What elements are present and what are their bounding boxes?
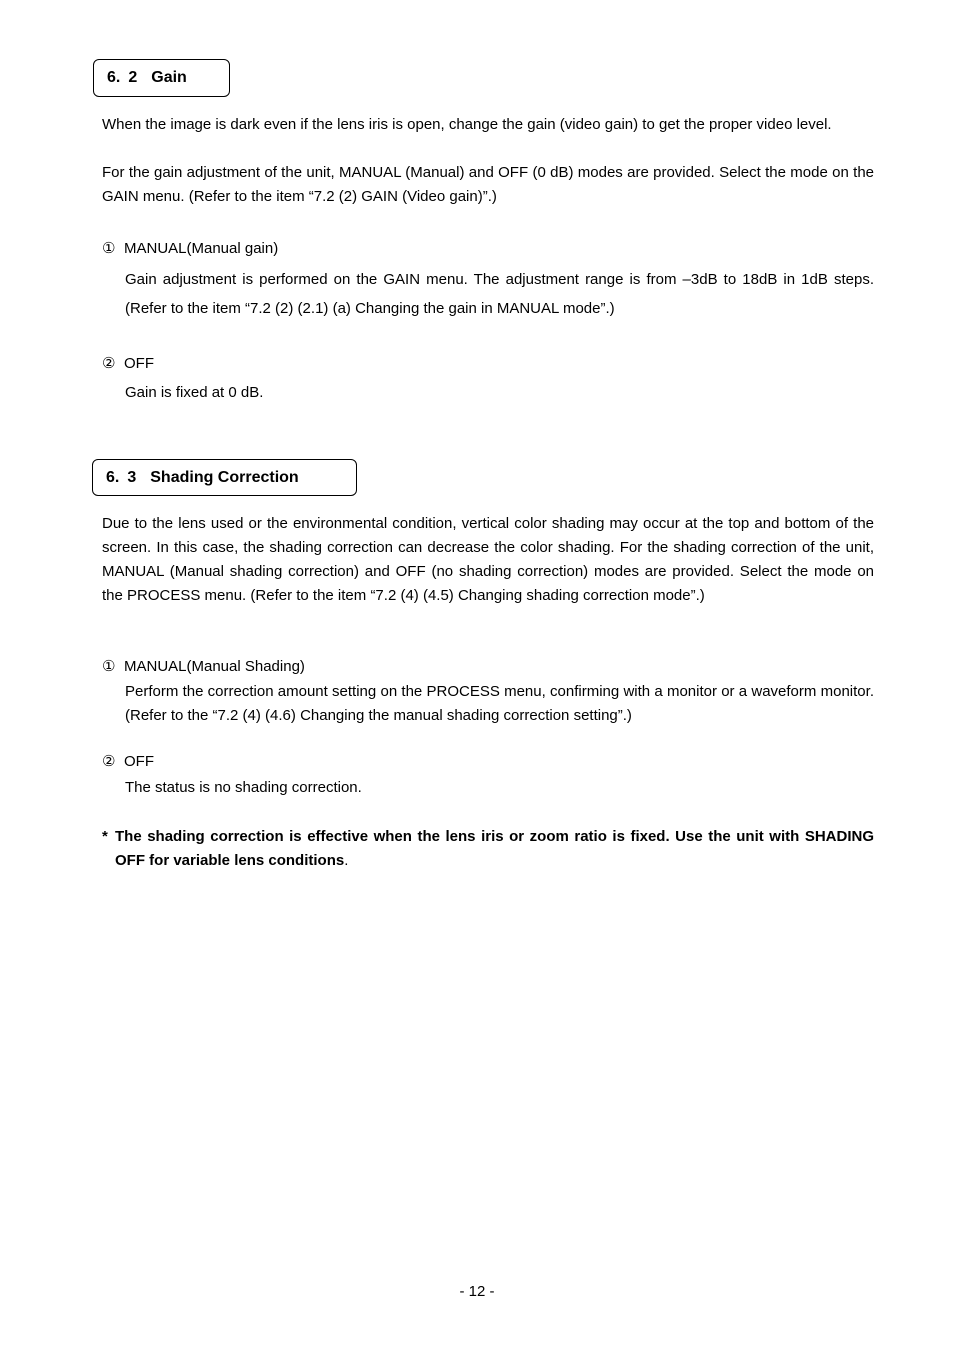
section-title: Shading Correction (150, 469, 299, 486)
section-subnumber: 2 (128, 69, 138, 86)
gain-item-off-body: Gain is fixed at 0 dB. (125, 384, 264, 401)
shading-item-off-heading (102, 751, 154, 773)
note-asterisk: * (102, 828, 108, 845)
section-heading-gain (93, 59, 230, 97)
shading-item-manual-body: Perform the correction amount setting on the PROCESS menu, confirming with a monitor or a waveform monitor. (Refer to the “7.2 (4) (4.6) Changing the manual shading correction setting”.) (125, 683, 874, 724)
section-subnumber: 3 (127, 469, 137, 486)
item-label: MANUAL(Manual gain) (124, 240, 279, 257)
section-number: 6. (106, 469, 120, 486)
circled-two-marker: ② (102, 753, 116, 770)
gain-paragraph-1: When the image is dark even if the lens iris is open, change the gain (video gain) to get the proper video level. (102, 116, 832, 133)
circled-one-marker: ① (102, 658, 116, 675)
item-label: OFF (124, 355, 154, 372)
note-text (115, 825, 874, 873)
note-period: . (344, 852, 349, 869)
section-number: 6. (107, 69, 121, 86)
shading-paragraph-1: Due to the lens used or the environmental condition, vertical color shading may occur at the top and bottom of the screen. In this case, the shading correction can decrease the color shading. For the shading correction of the unit, MANUAL (Manual shading correction) and OFF (no shading correction) modes are provided. Select the mode on the PROCESS menu. (Refer to the item “7.2 (4) (4.5) Changing shading correction mode”.) (102, 515, 874, 604)
shading-item-manual-heading (102, 656, 305, 678)
gain-item-off-heading (102, 353, 154, 375)
page-number: - 12 - (459, 1283, 495, 1300)
item-label: MANUAL(Manual Shading) (124, 658, 305, 675)
gain-item-manual-body: Gain adjustment is performed on the GAIN menu. The adjustment range is from –3dB to 18dB in 1dB steps. (Refer to the item “7.2 (2) (2.1) (a) Changing the gain in MANUAL mode”.) (125, 271, 874, 317)
section-title: Gain (151, 69, 187, 86)
note-bold-text: The shading correction is effective when the lens iris or zoom ratio is fixed. Use the unit with SHADING OFF for variable lens conditions (115, 828, 874, 869)
shading-item-off-body: The status is no shading correction. (125, 779, 362, 796)
gain-paragraph-2: For the gain adjustment of the unit, MANUAL (Manual) and OFF (0 dB) modes are provided. Select the mode on the GAIN menu. (Refer to the item “7.2 (2) GAIN (Video gain)”.) (102, 164, 874, 205)
circled-two-marker: ② (102, 355, 116, 372)
shading-note (102, 825, 874, 873)
section-heading-shading (92, 459, 357, 496)
item-label: OFF (124, 753, 154, 770)
gain-item-manual-heading (102, 238, 278, 260)
circled-one-marker: ① (102, 240, 116, 257)
